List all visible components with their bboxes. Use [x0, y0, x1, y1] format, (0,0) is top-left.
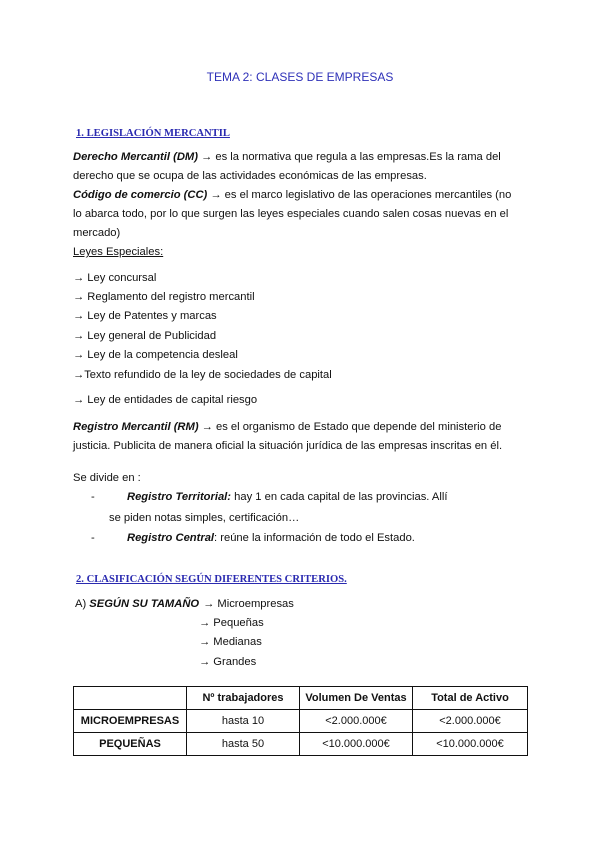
size-term: SEGÚN SU TAMAÑO — [89, 598, 200, 610]
bullet-registro-central — [91, 532, 415, 544]
table-cell: <2.000.000€ — [300, 710, 413, 733]
size-item: → Pequeñas — [199, 617, 264, 629]
derecho-mercantil-term: Derecho Mercantil (DM) — [73, 151, 198, 163]
codigo-comercio-text: → es el marco legislativo de las operaciones mercantiles (no lo abarca todo, por lo que surgen las leyes especiales cuando salen cosas nuevas en el mercado) — [73, 189, 512, 239]
codigo-comercio-term: Código de comercio (CC) — [73, 189, 208, 201]
bullet-text: hay 1 en cada capital de las provincias. Allí — [231, 491, 448, 503]
table-header-cell — [74, 687, 187, 710]
table-cell: <10.000.000€ — [413, 733, 528, 756]
ley-item: → Ley concursal — [73, 272, 157, 284]
table-row — [74, 733, 528, 756]
size-prefix: A) — [75, 598, 90, 610]
bullet-dash: - — [91, 532, 95, 544]
table-header-cell: Total de Activo — [413, 687, 528, 710]
table-header-cell: Nº trabajadores — [187, 687, 300, 710]
derecho-mercantil-paragraph — [73, 148, 523, 186]
table-row-label: PEQUEÑAS — [74, 733, 187, 756]
table-cell: hasta 50 — [187, 733, 300, 756]
size-item: → Microempresas — [203, 598, 294, 610]
ley-item: → Ley de la competencia desleal — [73, 349, 238, 361]
size-item: → Medianas — [199, 636, 262, 648]
section-heading-clasificacion: 2. CLASIFICACIÓN SEGÚN DIFERENTES CRITERIOS. — [76, 574, 347, 585]
table-cell: hasta 10 — [187, 710, 300, 733]
registro-mercantil-paragraph — [73, 418, 523, 456]
ley-item: → Ley de Patentes y marcas — [73, 310, 217, 322]
table-cell: <10.000.000€ — [300, 733, 413, 756]
bullet-registro-territorial — [91, 491, 447, 503]
table-row — [74, 710, 528, 733]
bullet-continuation: se piden notas simples, certificación… — [109, 512, 300, 524]
bullet-term: Registro Territorial: — [127, 491, 232, 503]
size-item: → Grandes — [199, 656, 257, 668]
table-cell: <2.000.000€ — [413, 710, 528, 733]
bullet-term: Registro Central — [127, 532, 215, 544]
table-row-label: MICROEMPRESAS — [74, 710, 187, 733]
codigo-comercio-paragraph — [73, 186, 523, 243]
registro-mercantil-term: Registro Mercantil (RM) — [73, 421, 199, 433]
table-header-row — [74, 687, 528, 710]
ley-item: → Reglamento del registro mercantil — [73, 291, 255, 303]
section-heading-legislacion: 1. LEGISLACIÓN MERCANTIL — [76, 128, 230, 139]
size-classification-table — [73, 686, 528, 756]
ley-item: → Ley de entidades de capital riesgo — [73, 394, 258, 406]
derecho-mercantil-text: → es la normativa que regula a las empresas.Es la rama del derecho que se ocupa de las actividades económicas de las empresas. — [73, 151, 501, 182]
bullet-text: : reúne la información de todo el Estado. — [214, 532, 415, 544]
size-criterion-line — [75, 598, 294, 610]
divide-label: Se divide en : — [73, 472, 141, 484]
leyes-especiales-label: Leyes Especiales: — [73, 246, 164, 258]
ley-item: → Ley general de Publicidad — [73, 330, 217, 342]
bullet-dash: - — [91, 491, 95, 503]
page-title: TEMA 2: CLASES DE EMPRESAS — [206, 70, 394, 84]
ley-item: →Texto refundido de la ley de sociedades de capital — [73, 369, 332, 381]
table-header-cell: Volumen De Ventas — [300, 687, 413, 710]
registro-mercantil-text: → es el organismo de Estado que depende del ministerio de justicia. Publicita de manera oficial la situación jurídica de las empresas inscritas en él. — [73, 421, 503, 452]
